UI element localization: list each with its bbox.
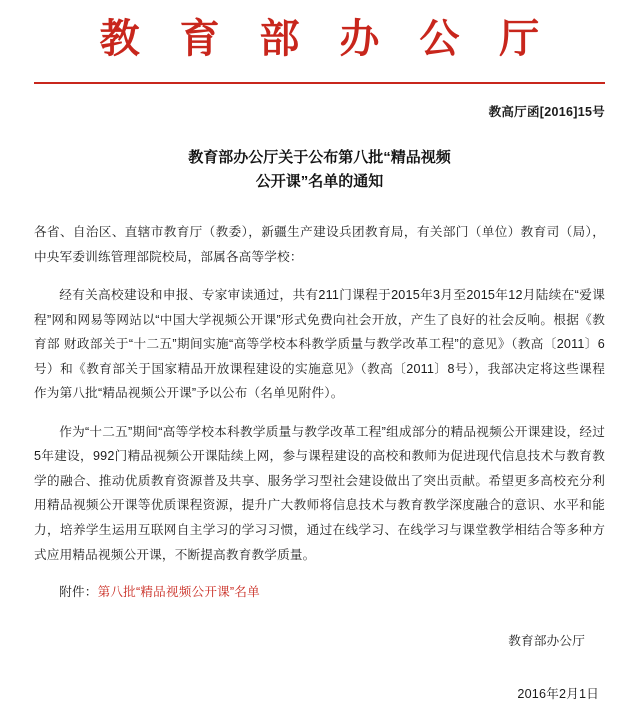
masthead — [34, 0, 605, 70]
page-title — [34, 146, 605, 194]
document-number: 教高厅函[2016]15号 — [488, 105, 605, 119]
document-body — [34, 220, 605, 567]
body-paragraph-1: 经有关高校建设和申报、专家审读通过，共有211门课程于2015年3月至2015年12月陆续在“爱课程”网和网易等网站以“中国大学视频公开课”形式免费向社会开放，产生了良好的社会反响。根据《教育部 财政部关于“十二五”期间实施“高等学校本科教学质量与教学改革工程”的意见》（教高〔2011〕6号）和《教育部关于国家精品开放课程建设的实施意见》（教高〔2011〕8号），我部决定将这些课程作为第八批“精品视频公开课”予以公布（名单见附件）。 — [34, 288, 605, 401]
attachment-link[interactable]: 第八批“精品视频公开课”名单 — [97, 585, 260, 600]
signature-organization: 教育部办公厅 — [508, 634, 585, 649]
masthead-red-rule — [34, 82, 605, 84]
recipients-paragraph: 各省、自治区、直辖市教育厅（教委），新疆生产建设兵团教育局，有关部门（单位）教育司（局），中央军委训练管理部院校局，部属各高等学校： — [34, 225, 605, 264]
page-title-line-1: 教育部办公厅关于公布第八批“精品视频 — [188, 149, 451, 166]
attachment-label: 附件： — [59, 585, 98, 600]
attachment-row — [34, 581, 605, 600]
page-right-edge — [635, 0, 639, 648]
issuing-organization-title: 教 育 部 办 公 厅 — [99, 15, 553, 62]
page-left-edge — [0, 0, 4, 648]
page-title-line-2: 公开课”名单的通知 — [255, 173, 384, 190]
body-paragraph-2: 作为“十二五”期间“高等学校本科教学质量与教学改革工程”组成部分的精品视频公开课建设，经过5年建设，992门精品视频公开课陆续上网，参与课程建设的高校和教师为促进现代信息技术与教育教学的融合、推动优质教育资源普及共享、服务学习型社会建设做出了突出贡献。希望更多高校充分利用精品视频公开课等优质课程资源，提升广大教师将信息技术与教育教学深度融合的意识、水平和能力，培养学生运用互联网自主学习的学习习惯，通过在线学习、在线学习与课堂教学相结合等多种方式应用精品视频公开课，不断提高教育教学质量。 — [34, 424, 605, 562]
signature-date: 2016年2月1日 — [517, 687, 599, 702]
